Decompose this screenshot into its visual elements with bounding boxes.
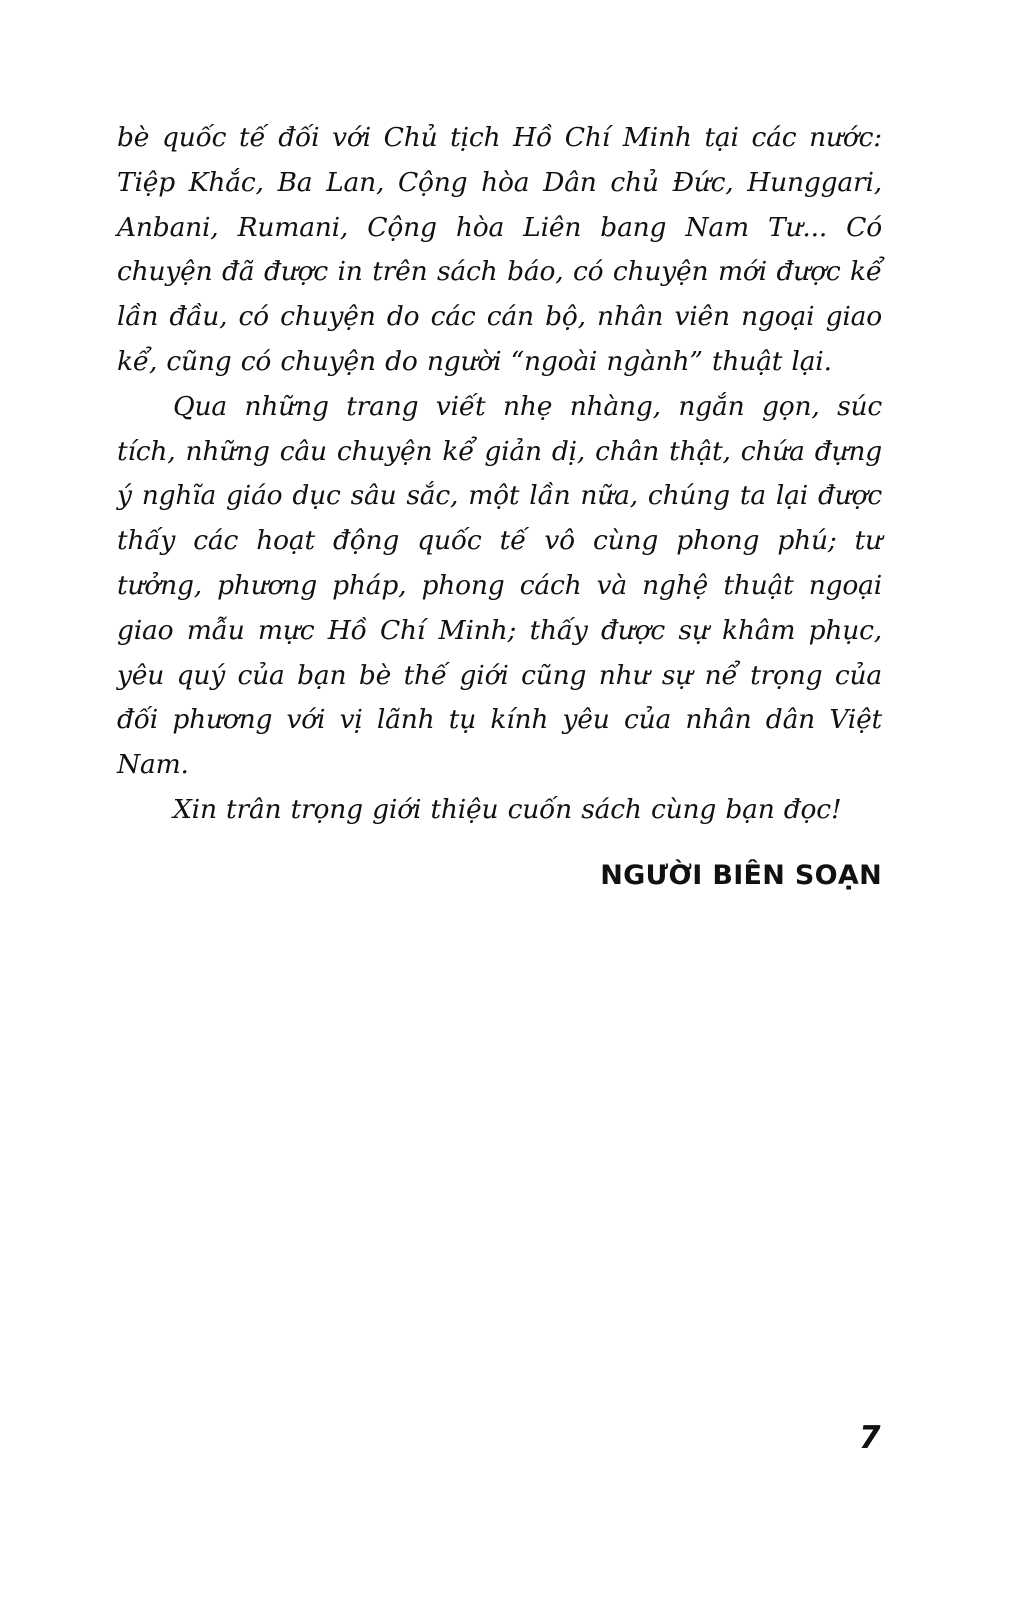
paragraph-continuation: bè quốc tế đối với Chủ tịch Hồ Chí Minh tại các nước: Tiệp Khắc, Ba Lan, Cộng hòa Dân chủ Đức, Hunggari, Anbani, Rumani, Cộng hòa Liên bang Nam Tư... Có chuyện đã được in trên sách báo, có chuyện mới được kể lần đầu, có chuyện do các cán bộ, nhân viên ngoại giao kể, cũng có chuyện do người “ngoài ngành” thuật lại. <box>117 122 882 377</box>
page-number: 7 <box>859 1420 881 1456</box>
paragraph-closing: Xin trân trọng giới thiệu cuốn sách cùng bạn đọc! <box>173 793 842 825</box>
paragraph-summary: Qua những trang viết nhẹ nhàng, ngắn gọn, súc tích, những câu chuyện kể giản dị, chân thật, chứa đựng ý nghĩa giáo dục sâu sắc, một lần nữa, chúng ta lại được thấy các hoạt động quốc tế vô cùng phong phú; tư tưởng, phương pháp, phong cách và nghệ thuật ngoại giao mẫu mực Hồ Chí Minh; thấy được sự khâm phục, yêu quý của bạn bè thế giới cũng như sự nể trọng của đối phương với vị lãnh tụ kính yêu của nhân dân Việt Nam. <box>117 390 882 781</box>
author-signature: NGƯỜI BIÊN SOẠN <box>600 860 882 891</box>
body-text <box>117 116 882 833</box>
